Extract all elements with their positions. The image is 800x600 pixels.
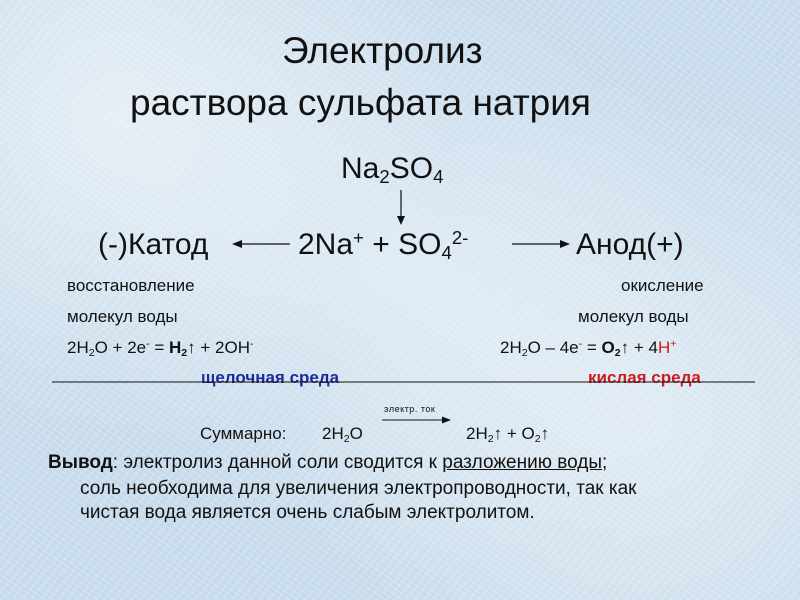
anode-object: молекул воды (578, 307, 689, 326)
anode-equation: $2H_2O - 4e^-$ = $O_2↑ + 4H^+$ (500, 338, 677, 359)
slide-title-line1: Электролиз (282, 30, 483, 71)
summary-reactant: $2H_2O$ (322, 424, 363, 445)
cathode-medium: щелочная среда (201, 368, 340, 387)
anode-process: окисление (621, 276, 704, 295)
cathode-object: молекул воды (67, 307, 178, 326)
slide-title-line2: раствора сульфата натрия (130, 82, 591, 123)
anode-medium: кислая среда (588, 368, 701, 387)
cathode-label: (-)Катод (98, 228, 209, 261)
anode-label: Анод(+) (576, 228, 684, 261)
dissociation-ions: $2Na^+ + SO_4^{2-}$ (298, 226, 469, 264)
conclusion-line3: чистая вода является очень слабым электролитом. (80, 502, 535, 523)
summary-label: Суммарно: (200, 424, 287, 443)
conclusion-line1: Вывод: электролиз данной соли сводится к разложению воды; (48, 452, 608, 473)
summary-products: $2H_2↑$ + $O_2↑$ (466, 424, 550, 445)
conclusion-line2: соль необходима для увеличения электропроводности, так как (80, 478, 637, 499)
cathode-equation: $2H_2O + 2e^-$ = $H_2↑ + 2OH^-$ (67, 338, 254, 359)
summary-arrow-label: электр. ток (384, 404, 436, 414)
salt-formula: $Na_2SO_4$ (341, 152, 444, 188)
cathode-process: восстановление (67, 276, 195, 295)
